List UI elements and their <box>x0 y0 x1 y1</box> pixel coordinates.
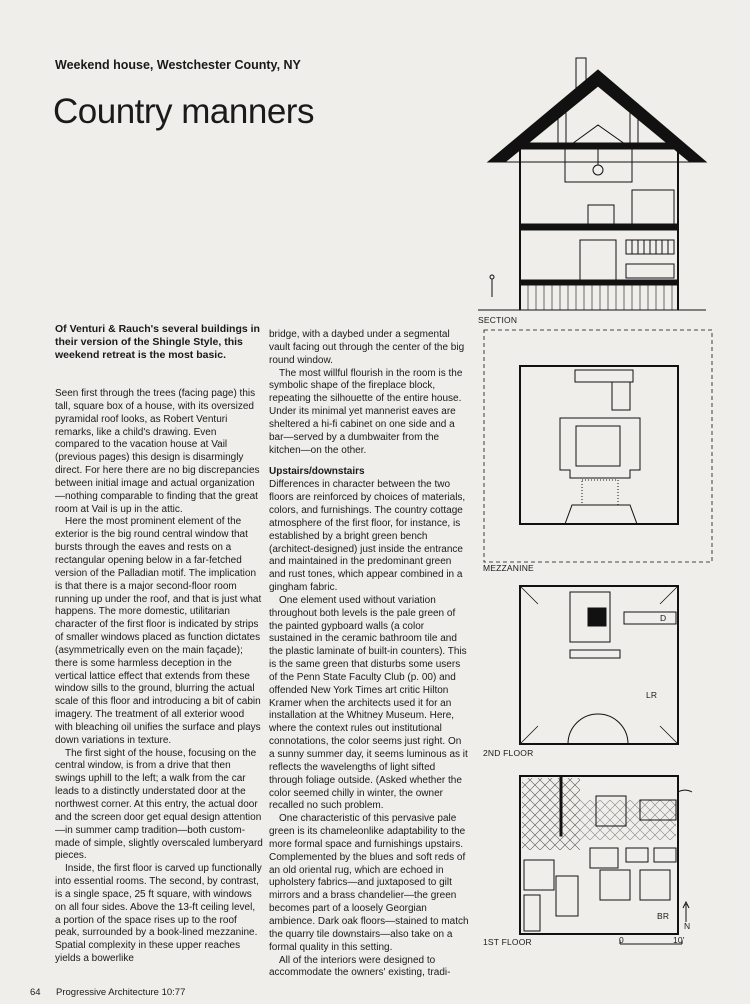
room-label-lr: LR <box>646 690 658 700</box>
page-number: 64 <box>30 987 41 998</box>
paragraph: The first sight of the house, focusing on the central window, is from a drive that then swings uphill to the left; a walk from the car leads to a distinctly understated door at the northwest corner. At this entry, the actual door and the screen door get equal design attention—in summer camp tradition—both custom-made of simple, slightly overscaled lumberyard pieces. <box>55 747 263 862</box>
article-headline: Country manners <box>53 92 314 131</box>
paragraph: Here the most prominent element of the exterior is the big round central window that bursts through the eaves and rests on a rectangular opening below in a far-fetched version of the Palladian motif. The implication is that there is a major second-floor room running up under the roof, and that is just what happens. The more domestic, utilitarian character of the first floor is indicated by strips of smaller windows placed as function dictates (asymmetrically even on the main façade); there is some harmless deception in the vertical lattice effect that extends from these window sills to the ground, blurring the actual scale of this floor and introducing a bit of cabin imagery. The treatment of all exterior wood with bleaching oil unifies the surface and plays down variations in texture. <box>55 516 262 746</box>
article-kicker: Weekend house, Westchester County, NY <box>55 58 301 72</box>
paragraph: One element used without variation throughout both levels is the pale green of the painted gypboard walls (a color sustained in the ceramic bathroom tile and the plastic laminate of built-in counters). This is the same green that disturbs some users of the Penn State Faculty Club (p. 00) and offended New York Times art critic Hilton Kramer when the architects used it for an installation at the Whitney Museum. Here, where the context rules out institutional connotations, the color seems just right. On a sunny summer day, it seems luminous as it reflects the wavelengths of light sifted through foliage outside. (Asked whether the color seemed chilly in winter, the owner recalled no such problem. <box>269 594 468 812</box>
lead-paragraph: Of Venturi & Rauch's several buildings in their version of the Shingle Style, this weekend retreat is the most basic. <box>55 323 260 361</box>
north-arrow-label: N <box>684 921 691 931</box>
text-column-1 <box>55 388 263 966</box>
room-label-br: BR <box>657 911 670 921</box>
room-label-d: D <box>660 613 667 623</box>
first-floor-label: 1ST FLOOR <box>483 937 532 947</box>
paragraph: bridge, with a daybed under a segmental vault facing out through the center of the big round window. <box>269 329 465 366</box>
text-column-2 <box>269 329 469 980</box>
section-label: SECTION <box>478 315 518 325</box>
second-floor-label: 2ND FLOOR <box>483 748 534 758</box>
paragraph: All of the interiors were designed to accommodate the owners' existing, tradi- <box>269 954 451 979</box>
journal-credit: Progressive Architecture 10:77 <box>56 987 186 998</box>
paragraph: One characteristic of this pervasive pale green is its chameleonlike adaptability to the more formal space and furnishings upstairs. Complemented by the blues and soft reds of an old oriental rug, which are echoed in upholstery fabrics—and juxtaposed to gilt mirrors and a brass chandelier—the green becomes part of a loosely Georgian ambience. Dark oak floors—stained to match the quarry tile downstairs—also take on a formal quality in this setting. <box>269 813 469 953</box>
paragraph: Differences in character between the two floors are reinforced by choices of materials, colors, and furnishings. The country cottage atmosphere of the first floor, for instance, is established by a bright green bench (architect-designed) just inside the entrance and maintained in the predominant green and rust tones, which appear combined in a gingham fabric. <box>269 479 466 594</box>
scale-zero: 0 <box>619 935 624 945</box>
scale-ten: 10' <box>673 935 685 945</box>
paragraph: Seen first through the trees (facing page) this tall, square box of a house, with its oversized pyramidal roof looks, as Robert Venturi remarks, like a child's drawing. Even compared to the vacation house at Vail (previous pages) this design is disarmingly direct. For here there are no big discrepancies between initial image and actual organization—nothing comparable to finding that the great room at Vail is up in the attic. <box>55 388 260 515</box>
paragraph: Inside, the first floor is carved up functionally into essential rooms. The second, by contrast, is a single space, 25 ft square, with windows on all four sides. Above the 13-ft ceiling level, a portion of the space rises up to the roof peak, surrounded by a book-lined mezzanine. Spatial complexity in these upper reaches yields a bowerlike <box>55 863 262 965</box>
section-subhead: Upstairs/downstairs <box>269 466 365 478</box>
paragraph: The most willful flourish in the room is the symbolic shape of the fireplace block, repeating the silhouette of the entire house. Under its minimal yet mannerist eaves are sheltered a hi-fi cabinet on one side and a bar—served by a dumbwaiter from the kitchen—on the other. <box>269 367 463 456</box>
mezzanine-label: MEZZANINE <box>483 563 534 573</box>
